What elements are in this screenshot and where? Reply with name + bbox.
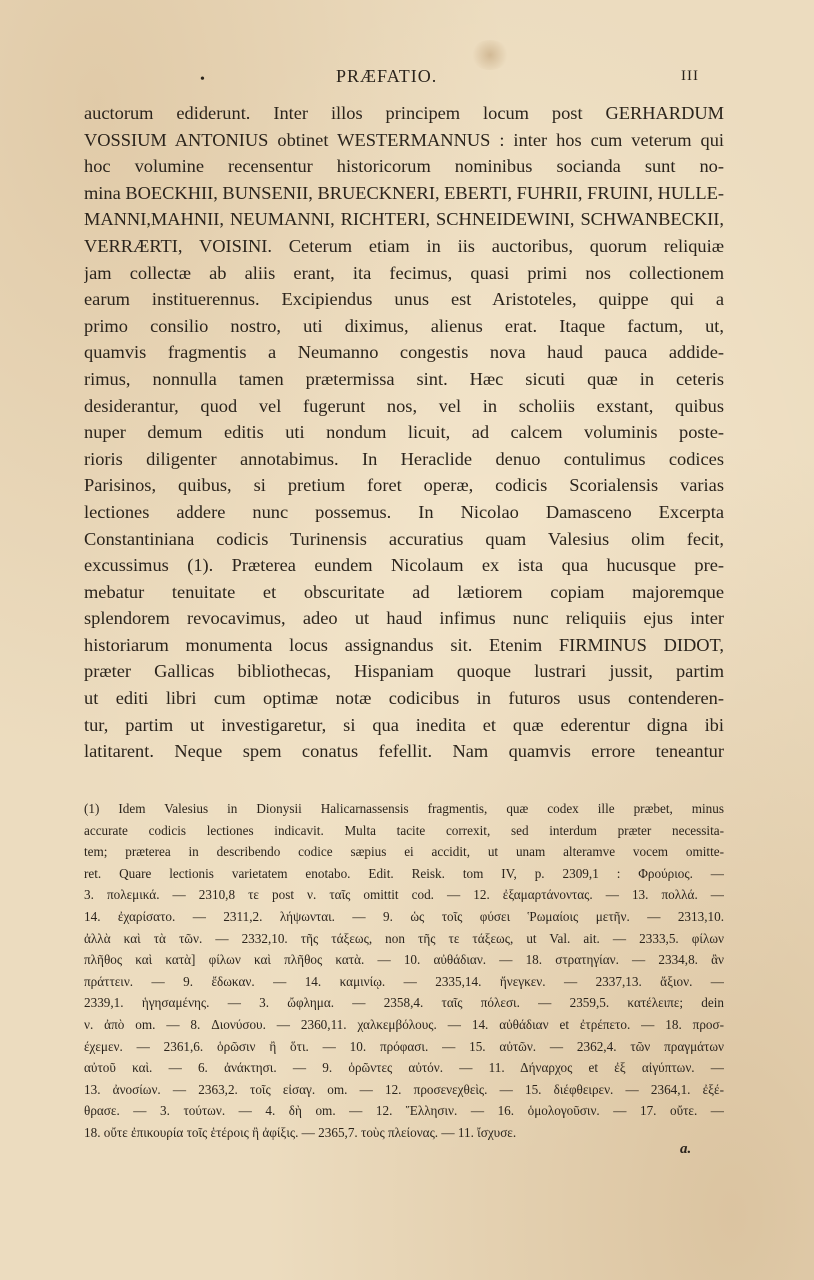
body-line: splendorem revocavimus, adeo ut haud infimus nunc reliquiis ejus inter — [84, 608, 724, 629]
body-line: MANNI,MAHNII, NEUMANNI, RICHTERI, SCHNEIDEWINI, SCHWANBECKII, — [84, 209, 724, 230]
running-head: PRÆFATIO. — [336, 66, 438, 86]
signature-mark: a. — [680, 1141, 692, 1157]
body-line: rimus, nonnulla tamen prætermissa sint. Hæc sicuti quæ in ceteris — [84, 368, 724, 389]
body-line: desiderantur, quod vel fugerunt nos, vel in scholiis exstant, quibus — [84, 395, 724, 416]
footnote-line: θρασε. — 3. τούτων. — 4. δὴ om. — 12. Ἕλλησιν. — 16. ὁμολογοῦσιν. — 17. οὔτε. — — [84, 1103, 724, 1119]
body-line: rioris diligenter annotabimus. In Heraclide denuo contulimus codices — [84, 448, 724, 469]
footnote-line: (1) Idem Valesius in Dionysii Halicarnassensis fragmentis, quæ codex ille præbet, minus — [84, 801, 724, 816]
page-number: III — [681, 68, 699, 84]
footnote-line: 18. οὔτε ἐπικουρία τοῖς ἑτέροις ἢ ἀφίξις. — 2365,7. τοὺς πλείονας. — 11. ἴσχυσε. — [84, 1124, 517, 1140]
body-line: tur, partim ut investigaretur, si qua inedita et quæ ederentur digna ibi — [84, 714, 724, 735]
footnote-line: accurate codicis lectiones indicavit. Multa tacite correxit, sed interdum præter necessita- — [84, 822, 724, 838]
body-text — [84, 100, 724, 765]
body-line: lectiones addere nunc possemus. In Nicolao Damasceno Excerpta — [84, 501, 724, 522]
body-line: VERRÆRTI, VOISINI. Ceterum etiam in iis auctoribus, quorum reliquiæ — [84, 235, 724, 256]
body-line: latitarent. Neque spem conatus fefellit. Nam quamvis errore teneantur — [84, 741, 724, 762]
body-line: Constantiniana codicis Turinensis accuratius quam Valesius olim fecit, — [84, 528, 724, 549]
body-line: Parisinos, quibus, si pretium foret operæ, codicis Scorialensis varias — [84, 475, 724, 496]
footnote-line: 13. ἀνοσίων. — 2363,2. τοῖς εἰσαγ. om. — 12. προσενεχθεὶς. — 15. διέφθειρεν. — 2364,1. ἐξέ- — [84, 1081, 724, 1097]
body-line: earum instituerennus. Excipiendus unus est Aristoteles, quippe qui a — [84, 289, 724, 310]
footnote-line: 3. πολεμικά. — 2310,8 τε post ν. ταῖς omittit cod. — 12. ἐξαμαρτάνοντας. — 13. πολλά. — — [84, 887, 724, 903]
footnote-line: 2339,1. ἡγησαμένης. — 3. ὤφλημα. — 2358,4. ταῖς πόλεσι. — 2359,5. κατέλειπε; dein — [84, 995, 724, 1011]
footnote-line: ν. ἀπὸ om. — 8. Διονύσου. — 2360,11. χαλκεμβόλους. — 14. αὐθάδιαν et ἐτρέπετο. — 18. προσ- — [84, 1016, 724, 1032]
footnote-line: πράττειν. — 9. ἔδωκαν. — 14. καμινίῳ. — 2335,14. ἤνεγκεν. — 2337,13. ἄξιον. — — [84, 973, 724, 989]
body-line: historiarum monumenta locus assignandus sit. Etenim FIRMINUS DIDOT, — [84, 634, 724, 655]
footnote-line: ἀλλὰ καὶ τὰ τῶν. — 2332,10. τῆς τάξεως, non τῆς τε τάξεως, ut Val. ait. — 2333,5. φίλων — [84, 930, 724, 946]
body-line: ut editi libri cum optimæ notæ codicibus in futuros usus contenderen- — [84, 688, 724, 709]
footnote-line: 14. ἐχαρίσατο. — 2311,2. λήψωνται. — 9. ὡς τοῖς φύσει Ῥωμαίοις μετῆν. — 2313,10. — [84, 908, 724, 924]
header-ornament: • — [200, 72, 205, 87]
footnotes — [84, 798, 724, 1144]
footnote-line: έχεμεν. — 2361,6. ὁρῶσιν ἢ ὅτι. — 10. πρόφασι. — 15. αὐτῶν. — 2362,4. τῶν πραγμάτων — [84, 1038, 724, 1054]
body-line: quamvis fragmentis a Neumanno congestis nova haud pauca addide- — [84, 342, 724, 363]
body-line: hoc volumine recensentur historicorum nominibus socianda sunt no- — [84, 156, 724, 177]
page-header — [0, 64, 814, 94]
body-line: nuper demum editis uti nondum licuit, ad calcem voluminis poste- — [84, 422, 724, 443]
footnote-line: πλῆθος καὶ κατὰ] φίλων καὶ πλῆθος κατὰ. — 10. αὐθάδιαν. — 18. στρατηγίαν. — 2334,8. ἂν — [84, 952, 724, 968]
footnote-line: tem; præterea in describendo codice sæpius ei accidit, ut unam alteramve vocem omitte- — [84, 844, 724, 860]
body-line: excussimus (1). Præterea eundem Nicolaum ex ista qua hucusque pre- — [84, 555, 724, 576]
body-line: VOSSIUM ANTONIUS obtinet WESTERMANNUS : inter hos cum veterum qui — [84, 129, 724, 150]
body-line: mina BOECKHII, BUNSENII, BRUECKNERI, EBERTI, FUHRII, FRUINI, HULLE- — [84, 182, 724, 203]
footnote-line: ret. Quare lectionis varietatem enotabo. Edit. Reisk. tom IV, p. 2309,1 : Φρούριος. — — [84, 865, 724, 881]
body-line: jam collectæ ab aliis erant, ita fecimus, quasi primi nos collectionem — [84, 262, 724, 283]
footnote-line: αὐτοῦ καὶ. — 6. ἀνάκτησι. — 9. ὁρῶντες αὐτόν. — 11. Δήναρχος et ἐξ αἰγύπτων. — — [84, 1060, 724, 1076]
body-line: auctorum ediderunt. Inter illos principem locum post GERHARDUM — [84, 103, 724, 123]
body-line: mebatur tenuitate et obscuritate ad lætiorem copiam majoremque — [84, 581, 724, 602]
body-line: primo consilio nostro, uti diximus, alienus erat. Itaque factum, ut, — [84, 315, 724, 336]
body-line: præter Gallicas bibliothecas, Hispaniam quoque lustrari jussit, partim — [84, 661, 724, 682]
